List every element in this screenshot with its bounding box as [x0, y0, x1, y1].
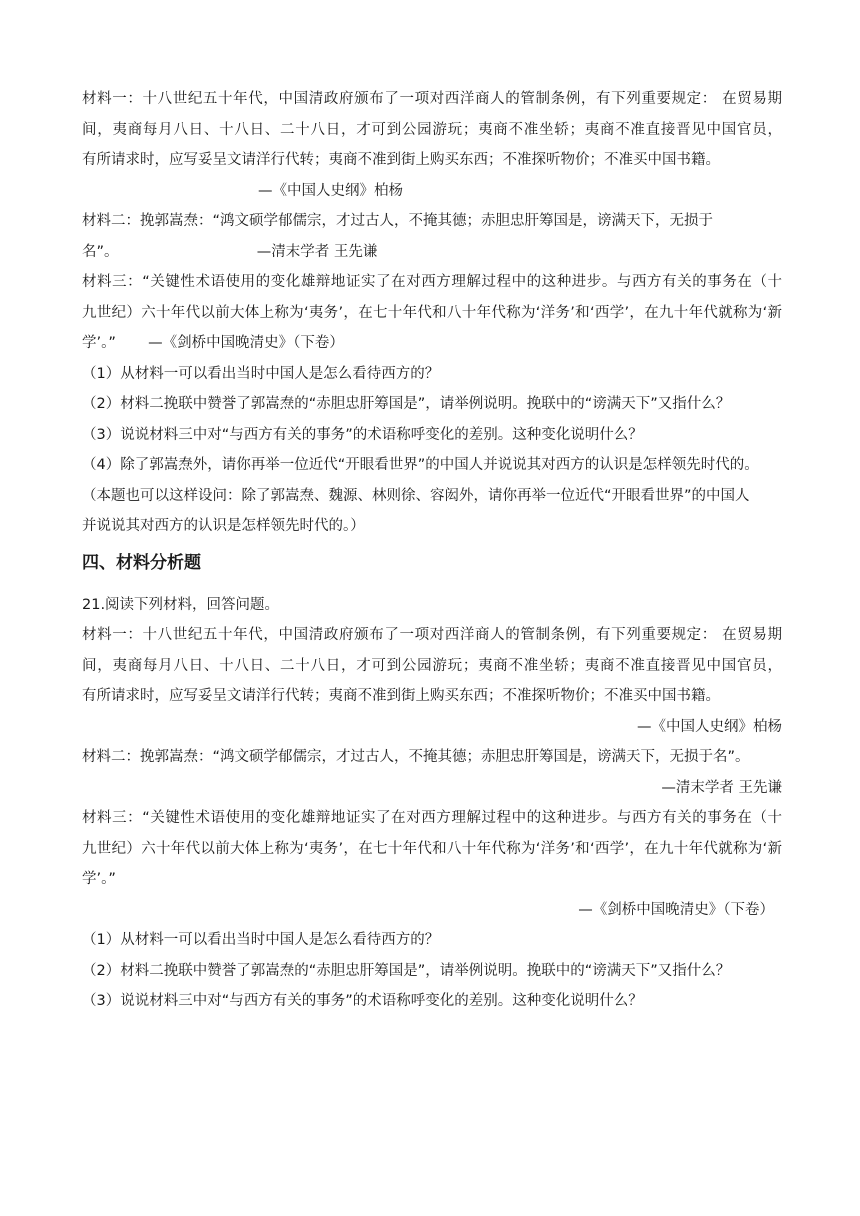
material-3-source: —《剑桥中国晚清史》（下卷）	[578, 901, 774, 918]
material-1-line: 有所请求时，应写妥呈文请洋行代转；夷商不准到街上购买东西；不准探听物价；不准买中国书籍。	[82, 152, 720, 168]
question-2: （2）材料二挽联中赞誉了郭嵩焘的“赤胆忠肝筹国是”，请举例说明。挽联中的“谤满天下”又指什么？	[82, 396, 731, 412]
material-3-line: 九世纪）六十年代以前大体上称为‘夷务’，在七十年代和八十年代称为‘洋务’和‘西学’，在九十年代就称为‘新	[82, 840, 782, 857]
material-3-line: 材料三：“关键性术语使用的变化雄辩地证实了在对西方理解过程中的这种进步。与西方有关的事务在（十	[82, 274, 782, 290]
material-3-line: 材料三：“关键性术语使用的变化雄辩地证实了在对西方理解过程中的这种进步。与西方有关的事务在（十	[82, 810, 782, 826]
material-3-line: 九世纪）六十年代以前大体上称为‘夷务’，在七十年代和八十年代称为‘洋务’和‘西学’，在九十年代就称为‘新	[82, 304, 782, 321]
question-3: （3）说说材料三中对“与西方有关的事务”的术语称呼变化的差别。这种变化说明什么？	[82, 426, 643, 443]
section-2	[82, 590, 782, 1017]
material-1-source: —《中国人史纲》柏杨	[637, 718, 782, 735]
material-2-line: 名”。 —清末学者 王先谦	[82, 243, 378, 260]
material-1-line: 材料一：十八世纪五十年代，中国清政府颁布了一项对西洋商人的管制条例，有下列重要规定： 在贸易期	[82, 627, 782, 643]
material-1-line: 间，夷商每月八日、十八日、二十八日，才可到公园游玩；夷商不准坐轿；夷商不准直接晋见中国官员，	[82, 121, 782, 138]
question-4: （4）除了郭嵩焘外，请你再举一位近代“开眼看世界”的中国人并说说其对西方的认识是怎样领先时代的。	[82, 457, 759, 473]
material-1-line: 间，夷商每月八日、十八日、二十八日，才可到公园游玩；夷商不准坐轿；夷商不准直接晋见中国官员，	[82, 657, 782, 674]
question-intro: 21.阅读下列材料，回答问题。	[82, 596, 280, 613]
material-1-line: 有所请求时，应写妥呈文请洋行代转；夷商不准到街上购买东西；不准探听物价；不准买中国书籍。	[82, 688, 720, 704]
material-1-source: —《中国人史纲》柏杨	[258, 182, 403, 199]
question-2: （2）材料二挽联中赞誉了郭嵩焘的“赤胆忠肝筹国是”，请举例说明。挽联中的“谤满天下”又指什么？	[82, 962, 731, 979]
question-3: （3）说说材料三中对“与西方有关的事务”的术语称呼变化的差别。这种变化说明什么？	[82, 993, 643, 1009]
section-heading: 四、材料分析题	[82, 552, 201, 573]
material-2-line: 材料二：挽郭嵩焘：“鸿文硕学郁儒宗，才过古人，不掩其德；赤胆忠肝筹国是，谤满天下，无损于	[82, 213, 714, 229]
material-1-line: 材料一：十八世纪五十年代，中国清政府颁布了一项对西洋商人的管制条例，有下列重要规定： 在贸易期	[82, 91, 782, 107]
question-4-note: （本题也可以这样设问：除了郭嵩焘、魏源、林则徐、容闳外，请你再举一位近代“开眼看世界”的中国人	[82, 487, 750, 504]
material-2-source: —清末学者 王先谦	[661, 779, 782, 796]
material-3-line: 学’。”	[82, 871, 116, 887]
material-2-line: 材料二：挽郭嵩焘：“鸿文硕学郁儒宗，才过古人，不掩其德；赤胆忠肝筹国是，谤满天下，无损于名”。	[82, 749, 750, 765]
document-page	[82, 84, 782, 1017]
section-1	[82, 84, 782, 542]
question-1: （1）从材料一可以看出当时中国人是怎么看待西方的？	[82, 365, 440, 382]
question-4-note: 并说说其对西方的认识是怎样领先时代的。）	[82, 518, 365, 534]
question-1: （1）从材料一可以看出当时中国人是怎么看待西方的？	[82, 932, 440, 948]
material-3-line: 学’。” —《剑桥中国晚清史》（下卷）	[82, 335, 344, 351]
